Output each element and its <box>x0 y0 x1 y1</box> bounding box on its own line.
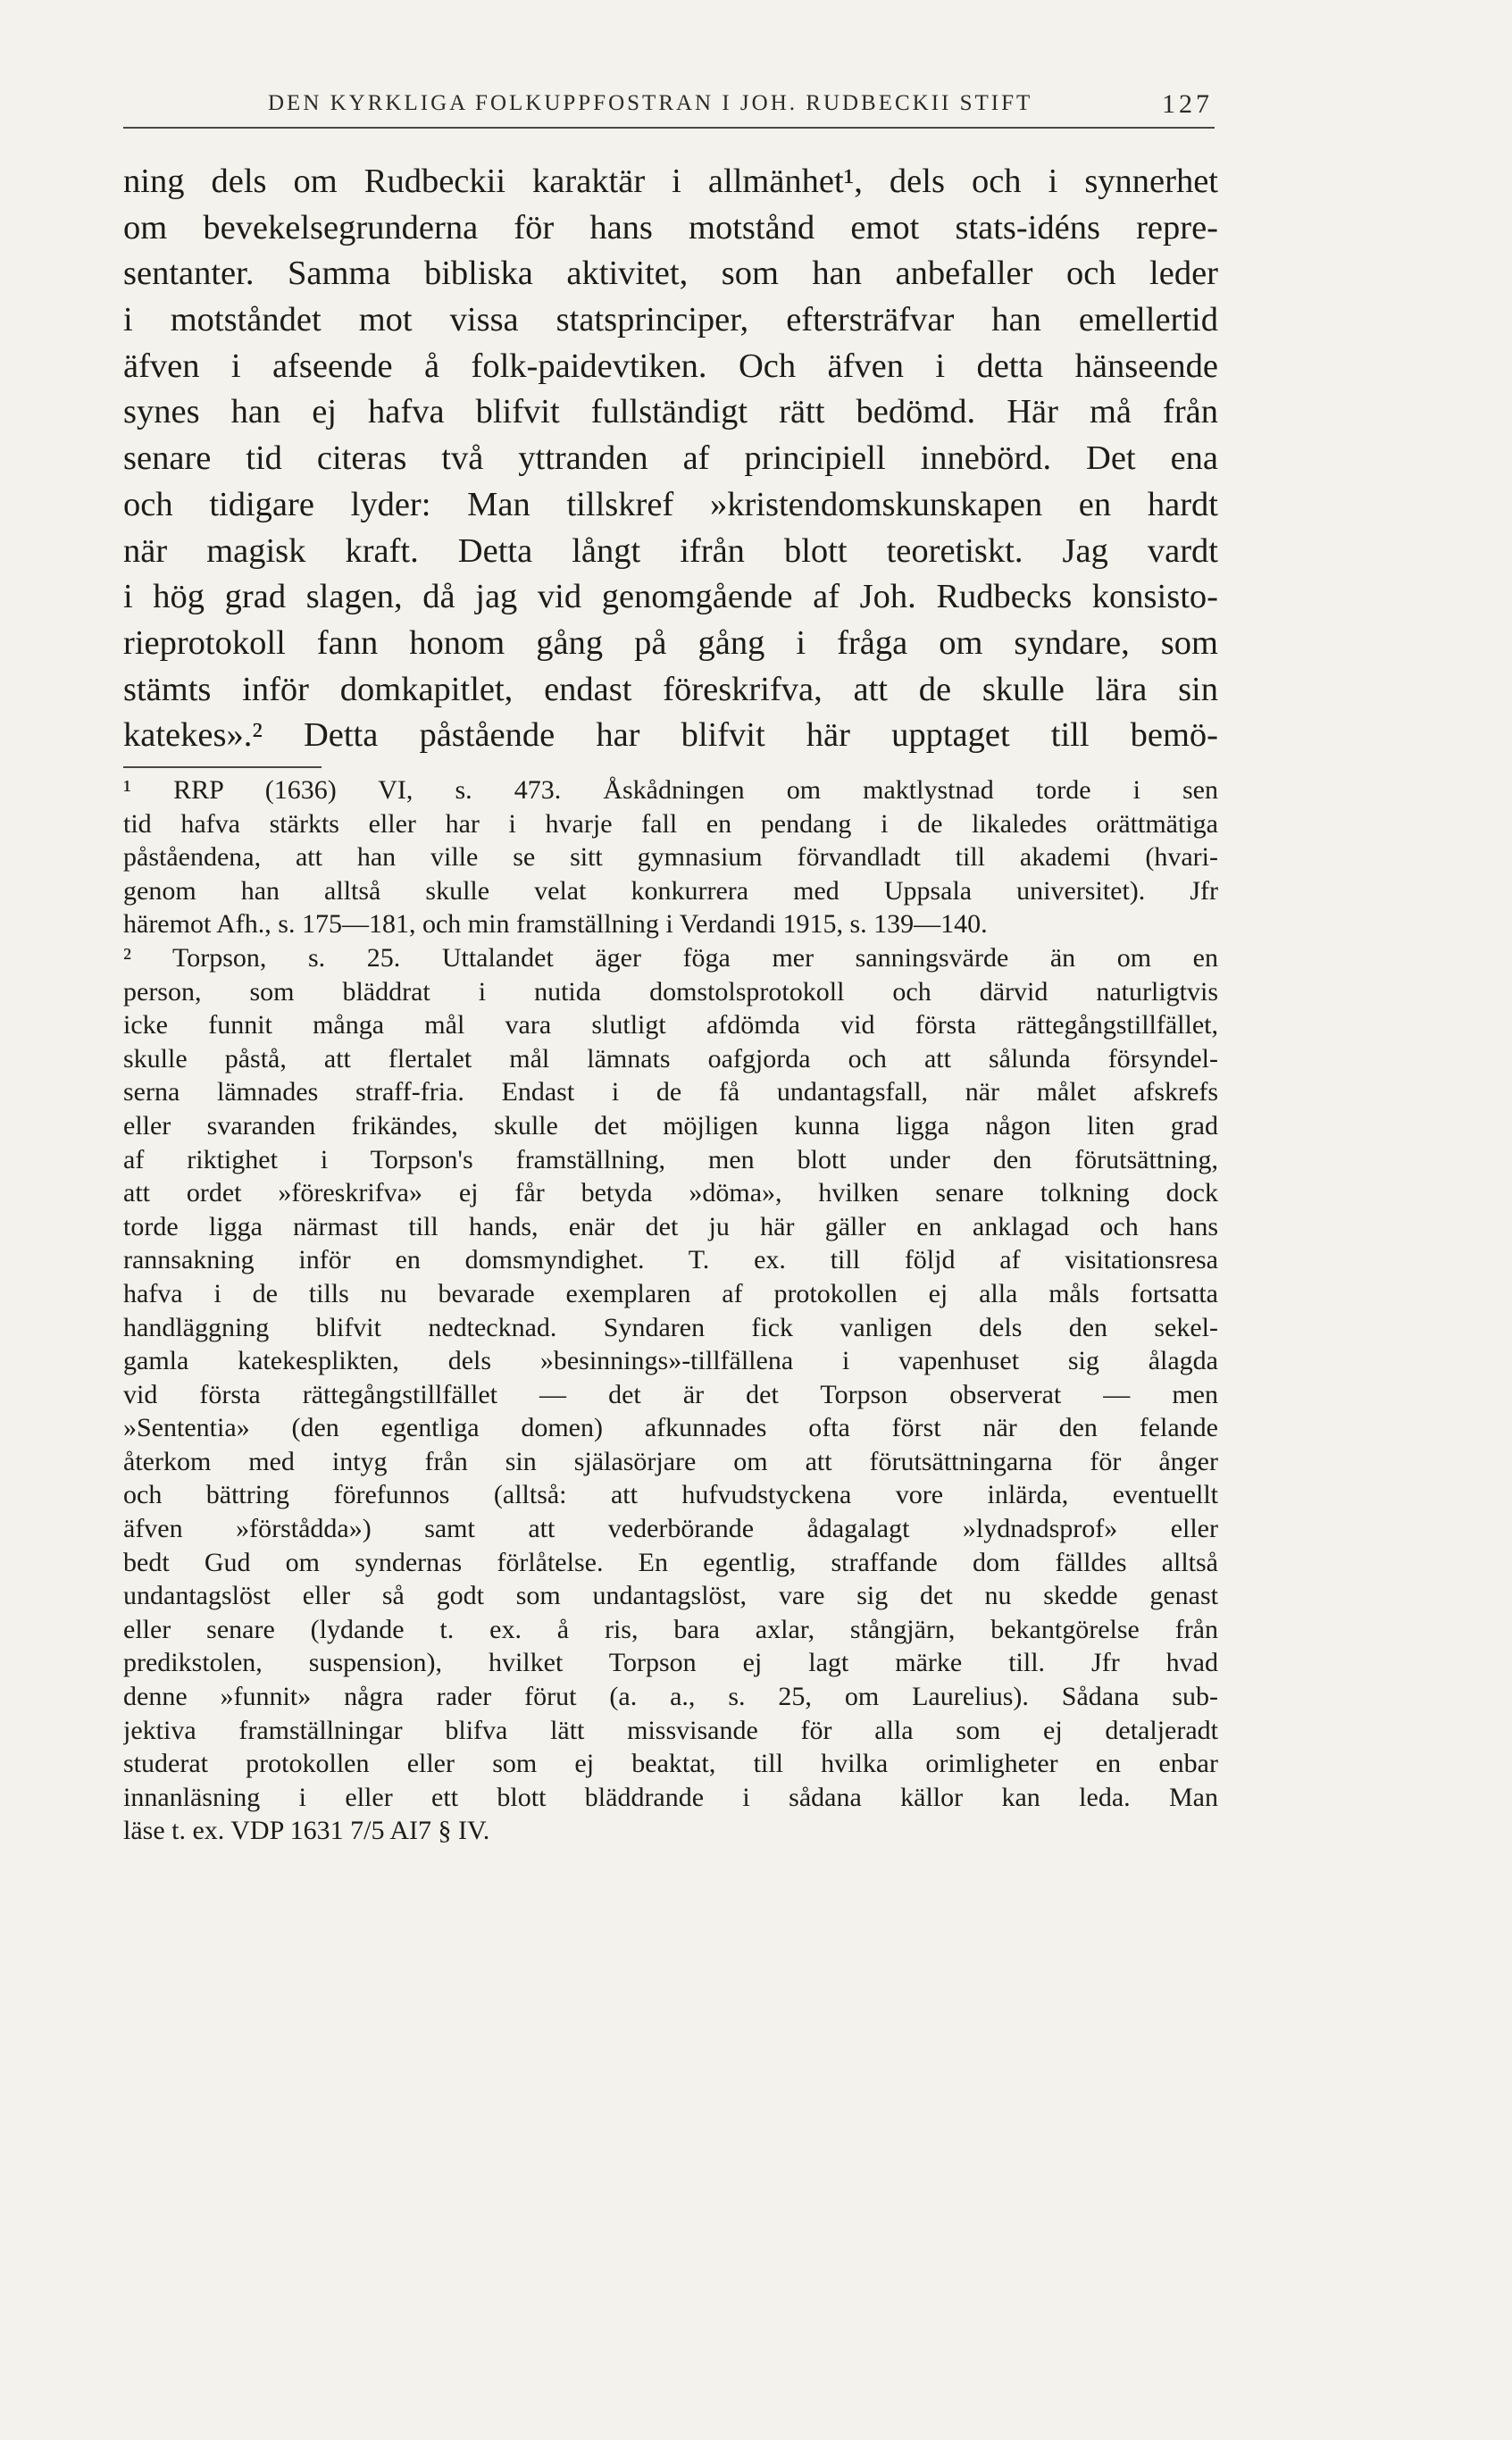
page-number: 127 <box>1162 89 1213 119</box>
footnote-line: rannsakning inför en domsmyndighet. T. ex. till följd af visitationsresa <box>123 1245 1218 1275</box>
footnote-line: predikstolen, suspension), hvilket Torpson ej lagt märke till. Jfr hvad <box>123 1648 1218 1678</box>
footnote-divider <box>123 766 322 768</box>
footnote-line: äfven »förstådda») samt att vederbörande ådagalagt »lydnadsprof» eller <box>123 1514 1218 1544</box>
footnote-line: tid hafva stärkts eller har i hvarje fall en pendang i de likaledes orättmätiga <box>123 808 1218 839</box>
body-line: om bevekelsegrunderna för hans motstånd emot stats-idéns repre- <box>123 208 1218 247</box>
body-line: när magisk kraft. Detta långt ifrån blott teoretiskt. Jag vardt <box>123 531 1218 570</box>
footnote-line: bedt Gud om syndernas förlåtelse. En egentlig, straffande dom fälldes alltså <box>123 1547 1218 1577</box>
footnote-line: »Sententia» (den egentliga domen) afkunnades ofta först när den felande <box>123 1413 1218 1443</box>
footnote-line: jektiva framställningar blifva lätt missvisande för alla som ej detaljeradt <box>123 1715 1218 1745</box>
footnote-line: påståendena, att han ville se sitt gymnasium förvandladt till akademi (hvari- <box>123 842 1218 873</box>
footnote-line: häremot Afh., s. 175—181, och min framställning i Verdandi 1915, s. 139—140. <box>123 909 988 940</box>
footnote-line: icke funnit många mål vara slutligt afdömda vid första rättegångstillfället, <box>123 1010 1218 1040</box>
body-line: i hög grad slagen, då jag vid genomgående af Joh. Rudbecks konsisto- <box>123 578 1218 616</box>
footnote-line: denne »funnit» några rader förut (a. a., s. 25, om Laurelius). Sådana sub- <box>123 1682 1218 1712</box>
body-line: katekes».² Detta påstående har blifvit här upptaget till bemö- <box>123 716 1218 755</box>
footnotes <box>123 773 1218 1848</box>
footnote-line: gamla katekesplikten, dels »besinnings»-tillfällena i vapenhuset sig ålagda <box>123 1346 1218 1376</box>
body-line: stämts inför domkapitlet, endast föreskrifva, att de skulle lära sin <box>123 670 1218 708</box>
body-line: ning dels om Rudbeckii karaktär i allmänhet¹, dels och i synnerhet <box>123 163 1218 200</box>
footnote-line: återkom med intyg från sin själasörjare om att förutsättningarna för ånger <box>123 1446 1218 1476</box>
body-text <box>123 159 1218 759</box>
body-line: rieprotokoll fann honom gång på gång i fråga om syndare, som <box>123 623 1218 662</box>
body-line: i motståndet mot vissa statsprinciper, eftersträfvar han emellertid <box>123 301 1218 339</box>
footnote-line: handläggning blifvit nedtecknad. Syndaren fick vanligen dels den sekel- <box>123 1312 1218 1342</box>
body-line: och tidigare lyder: Man tillskref »kristendomskunskapen en hardt <box>123 485 1218 523</box>
footnote-line: studerat protokollen eller som ej beaktat, till hvilka orimligheter en enbar <box>123 1749 1218 1779</box>
footnote-line: ¹ RRP (1636) VI, s. 473. Åskådningen om maktlystnad torde i sen <box>123 775 1218 805</box>
body-line: senare tid citeras två yttranden af principiell innebörd. Det ena <box>123 439 1218 478</box>
footnote-line: och bättring förefunnos (alltså: att hufvudstyckena vore inlärda, eventuellt <box>123 1480 1218 1510</box>
footnote-line: vid första rättegångstillfället — det är det Torpson observerat — men <box>123 1379 1218 1409</box>
footnote-line: genom han alltså skulle velat konkurrera med Uppsala universitet). Jfr <box>123 875 1218 906</box>
footnote-line: innanläsning i eller ett blott bläddrande i sådana källor kan leda. Man <box>123 1782 1218 1812</box>
footnote-line: undantagslöst eller så godt som undantagslöst, vare sig det nu skedde genast <box>123 1581 1218 1611</box>
footnote-line: person, som bläddrat i nutida domstolsprotokoll och därvid naturligtvis <box>123 976 1218 1007</box>
footnote-line: eller senare (lydande t. ex. å ris, bara axlar, stångjärn, bekantgörelse från <box>123 1614 1218 1644</box>
footnote-line: eller svaranden frikändes, skulle det möjligen kunna ligga någon liten grad <box>123 1110 1218 1141</box>
body-line: sentanter. Samma bibliska aktivitet, som han anbefaller och leder <box>123 255 1218 293</box>
footnote-line: hafva i de tills nu bevarade exemplaren af protokollen ej alla måls fortsatta <box>123 1278 1218 1308</box>
footnote-line: ² Torpson, s. 25. Uttalandet äger föga mer sanningsvärde än om en <box>123 942 1218 973</box>
footnote-line: af riktighet i Torpson's framställning, men blott under den förutsättning, <box>123 1144 1218 1174</box>
footnote-line: serna lämnades straff-fria. Endast i de få undantagsfall, när målet afskrefs <box>123 1077 1218 1107</box>
running-title: DEN KYRKLIGA FOLKUPPFOSTRAN I JOH. RUDBECKII STIFT <box>268 91 1033 115</box>
footnote-line: torde ligga närmast till hands, enär det ju här gäller en anklagad och hans <box>123 1211 1218 1241</box>
body-line: synes han ej hafva blifvit fullständigt rätt bedömd. Här må från <box>123 393 1218 431</box>
footnote-line: skulle påstå, att flertalet mål lämnats oafgjorda och att sålunda försyndel- <box>123 1043 1218 1074</box>
footnote-line: läse t. ex. VDP 1631 7/5 AI7 § IV. <box>123 1816 490 1846</box>
footnote-line: att ordet »föreskrifva» ej får betyda »döma», hvilken senare tolkning dock <box>123 1178 1218 1208</box>
running-header <box>123 86 1215 129</box>
body-line: äfven i afseende å folk-paidevtiken. Och äfven i detta hänseende <box>123 347 1218 385</box>
